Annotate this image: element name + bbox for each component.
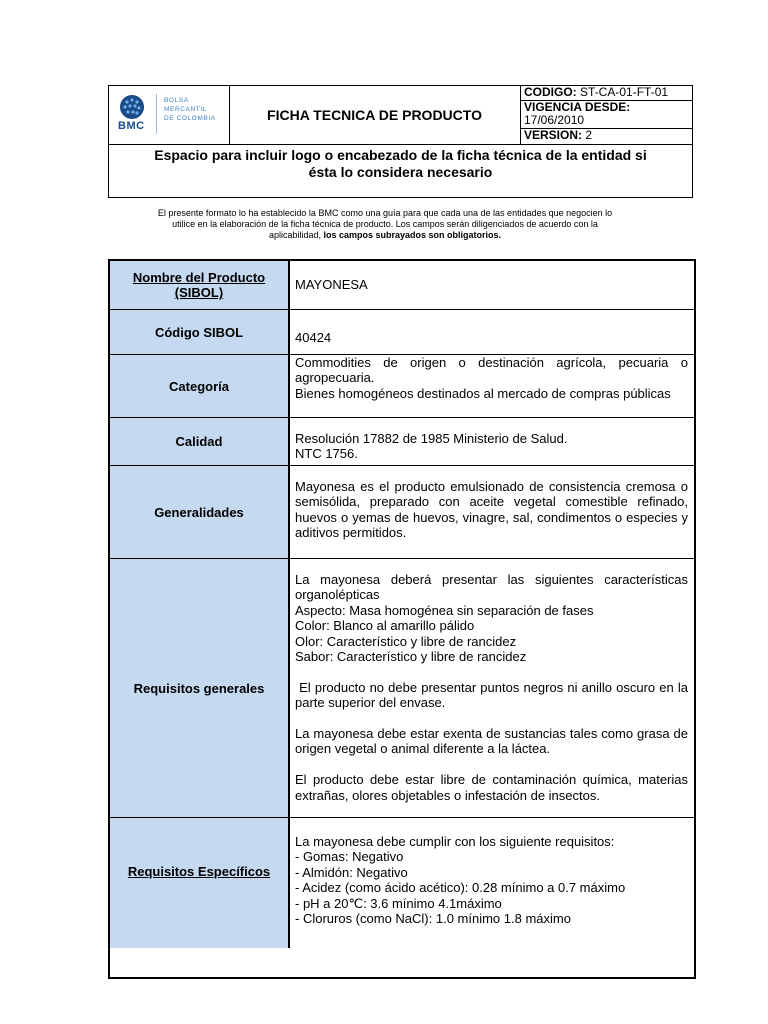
row-value: Resolución 17882 de 1985 Ministerio de Salud. NTC 1756. [295, 431, 568, 462]
table-row-categoria [110, 355, 694, 418]
table-row-requisitos-generales [110, 559, 694, 818]
row-label: Nombre del Producto (SIBOL) [110, 261, 290, 309]
row-value: MAYONESA [295, 277, 368, 292]
row-value: La mayonesa deberá presentar las siguientes características organolépticas Aspecto: Masa homogénea sin separación de fases Color: Blanco al amarillo pálido Olor: Característico y libre de rancidez Sabor: Característico y libre de rancidez El producto no debe presentar puntos negros ni anillo oscuro en la parte superior del envase. La mayonesa debe estar exenta de sustancias tales como grasa de origen vegetal o animal diferente a la láctea. El producto debe estar libre de contaminación química, materias extrañas, olores objetables o infestación de insectos. [295, 572, 692, 803]
logo-divider [156, 94, 157, 134]
row-label: Código SIBOL [110, 310, 290, 354]
version-row: VERSION: 2 [524, 128, 593, 142]
logo-wordmark: BOLSA MERCANTIL DE COLOMBIA [164, 97, 216, 122]
row-label: Calidad [110, 418, 290, 465]
row-label: Requisitos generales [110, 559, 290, 817]
table-row-calidad [110, 418, 694, 466]
vigencia-row: VIGENCIA DESDE: 17/06/2010 [521, 101, 692, 129]
document-title: FICHA TECNICA DE PRODUCTO [229, 86, 521, 144]
bmc-logo [109, 86, 230, 144]
globe-dots-icon [119, 94, 145, 120]
row-value: Commodities de origen o destinación agrícola, pecuaria o agropecuaria. Bienes homogéneos destinados al mercado de compras públicas [295, 355, 688, 401]
table-row-generalidades [110, 466, 694, 559]
row-label: Generalidades [110, 466, 290, 558]
codigo-row: CODIGO: ST-CA-01-FT-01 [521, 86, 692, 101]
row-value: Mayonesa es el producto emulsionado de consistencia cremosa o semisólida, preparado con aceite vegetal comestible refinado, huevos o yemas de huevos, vinagre, sal, condimentos o especies y aditivos permitidos. [295, 479, 688, 541]
row-label: Categoría [110, 355, 290, 417]
row-value: La mayonesa debe cumplir con los siguiente requisitos: - Gomas: Negativo - Almidón: Negativo - Acidez (como ácido acético): 0.28 mínimo a 0.7 máximo - pH a 20℃: 3.6 mínimo 4.1máximo - Cloruros (como NaCl): 1.0 mínimo 1.8 máximo [295, 834, 626, 927]
product-table [108, 259, 696, 979]
row-label: Requisitos Específicos [110, 818, 290, 948]
table-row-nombre [110, 261, 694, 310]
intro-note: El presente formato lo ha establecido la BMC como una guía para que cada una de las entidades que negocien lo utilice en la elaboración de la ficha técnica de producto. Los campos serán diligenciados de acuerdo con la aplicabilidad, los campos subrayados son obligatorios. [157, 208, 613, 240]
table-row-requisitos-especificos [110, 818, 694, 948]
document-metadata [521, 86, 692, 144]
logo-placeholder-box: Espacio para incluir logo o encabezado de la ficha técnica de la entidad si ésta lo considera necesario [108, 145, 693, 198]
table-row-codigo [110, 310, 694, 355]
document-header [108, 85, 693, 145]
row-value: 40424 [295, 330, 332, 345]
logo-abbreviation: BMC [118, 120, 145, 132]
